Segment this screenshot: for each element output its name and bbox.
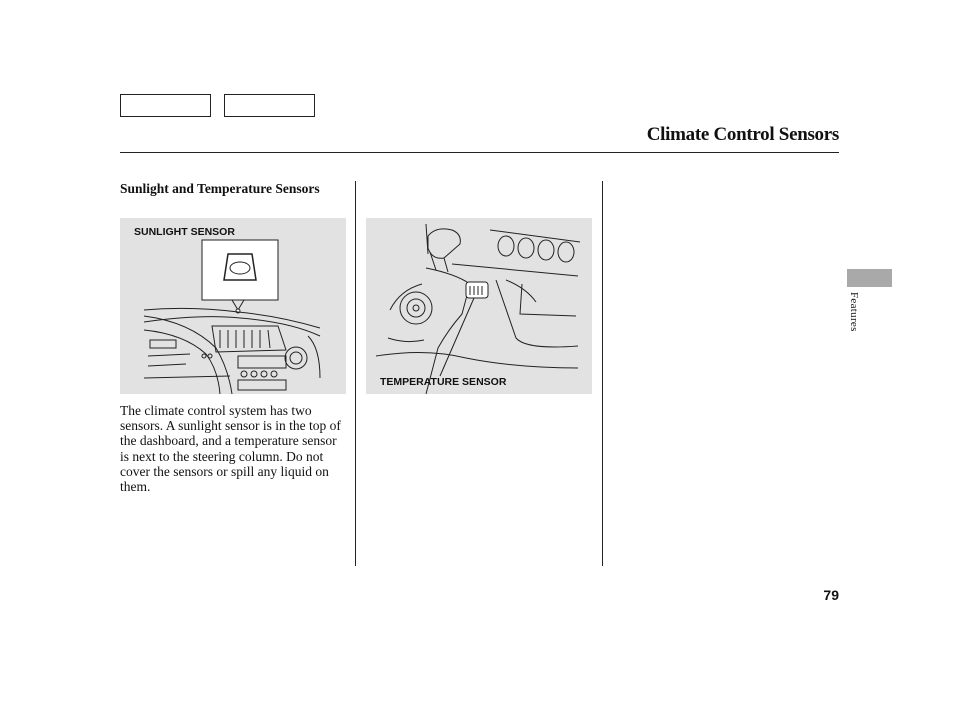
temperature-sensor-label: TEMPERATURE SENSOR — [380, 376, 507, 388]
nav-button-main-menu[interactable] — [120, 94, 211, 117]
page-title: Climate Control Sensors — [646, 124, 839, 145]
column-divider-left — [355, 181, 356, 566]
column-divider-right — [602, 181, 603, 566]
section-tab-label: Features — [848, 292, 860, 332]
nav-button-table-of-contents[interactable] — [224, 94, 315, 117]
dashboard-drawing — [120, 218, 346, 394]
temperature-sensor-illustration — [366, 218, 592, 394]
steering-column-drawing — [366, 218, 592, 394]
section-heading: Sunlight and Temperature Sensors — [120, 181, 320, 196]
sunlight-sensor-label: SUNLIGHT SENSOR — [134, 226, 235, 238]
sunlight-sensor-illustration — [120, 218, 346, 394]
section-tab-marker — [847, 269, 892, 287]
body-paragraph: The climate control system has two sensors. A sunlight sensor is in the top of the dashboard, and a temperature sensor is next to the steering column. Do not cover the sensors or spill any liquid on them. — [120, 403, 341, 495]
page-number: 79 — [823, 587, 839, 603]
header-rule — [120, 152, 839, 153]
